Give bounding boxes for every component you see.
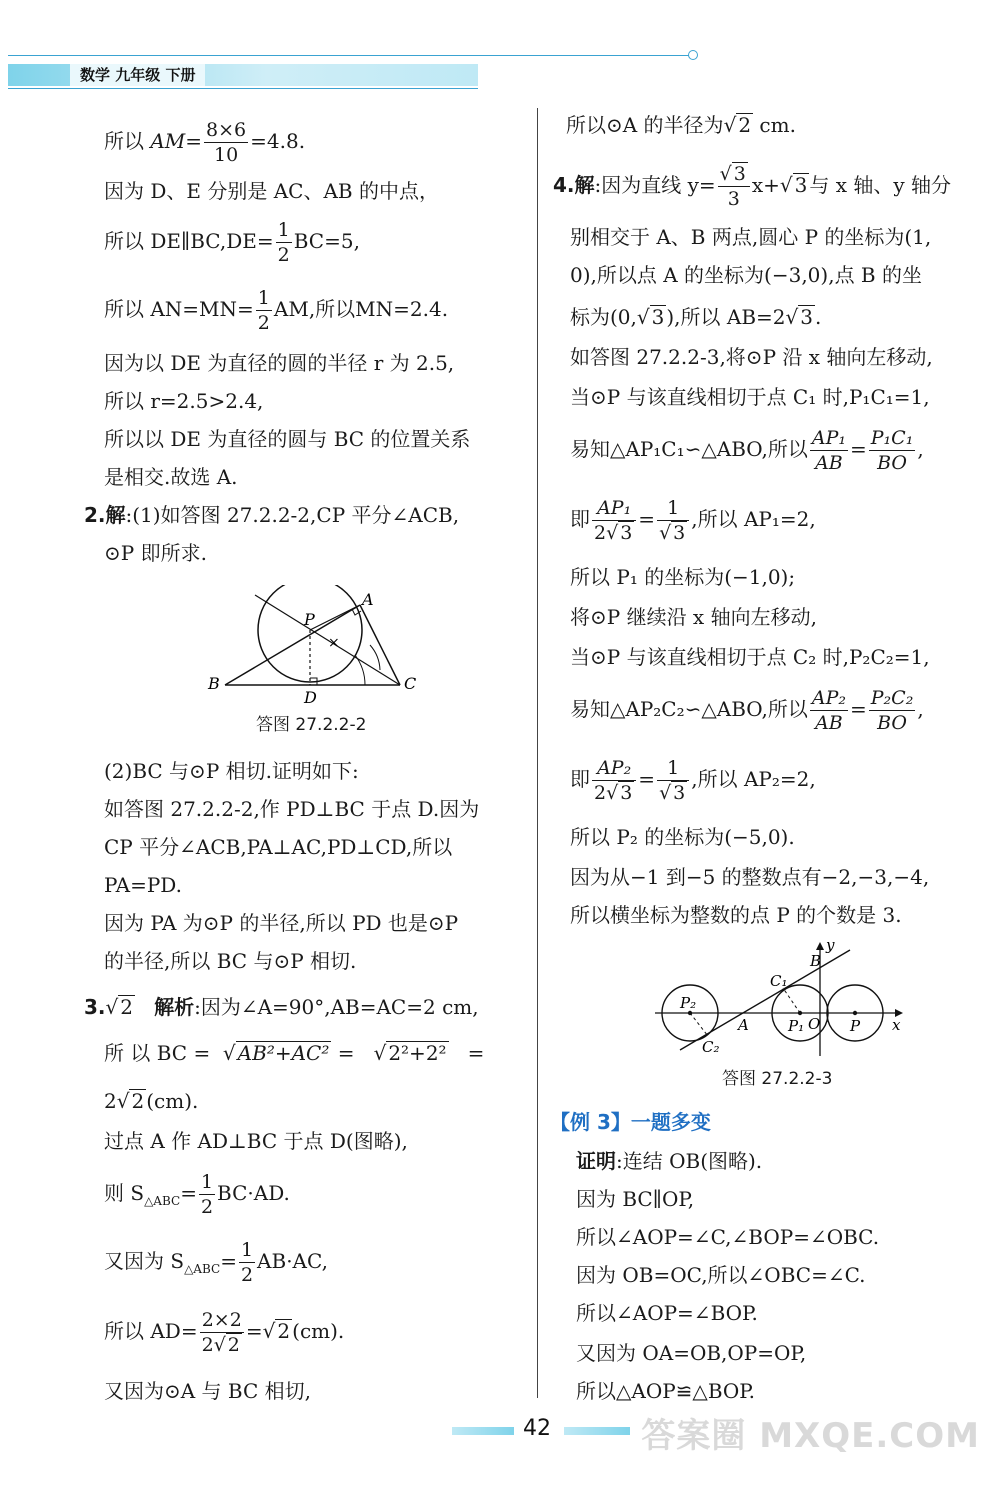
text: 所以⊙A 的半径为 (566, 113, 724, 137)
q2-line-2: ⊙P 即所求. (104, 541, 207, 565)
text: ),所以 AB=2 (666, 305, 786, 329)
q3-line-7 (104, 1308, 344, 1357)
sqrt-radicand: 3 (794, 173, 808, 197)
fraction (810, 686, 848, 735)
text: 所以 (104, 129, 151, 153)
figure-caption-1: 答图 27.2.2-2 (256, 715, 367, 735)
p2-line-4: PA=PD. (104, 873, 182, 897)
text: AM (150, 129, 186, 153)
text: 即 (570, 507, 590, 531)
text: ,所以 AP₁=2, (691, 507, 816, 531)
p2-line-1: (2)BC 与⊙P 相切.证明如下: (104, 759, 359, 783)
p2-line-6: 的半径,所以 BC 与⊙P 相切. (104, 949, 357, 973)
header-title: 数学 九年级 下册 (70, 64, 205, 86)
watermark: 答案圈 MXQE.COM (641, 1416, 980, 1456)
sqrt-sign: √ (606, 782, 619, 804)
label-c: C (404, 674, 417, 693)
fraction (810, 426, 848, 475)
right-line-3: 别相交于 A、B 两点,圆心 P 的坐标为(1, (570, 225, 932, 249)
sqrt-sign: √ (373, 1041, 387, 1065)
left-line-6: 所以 r=2.5>2.4, (104, 389, 264, 413)
text: =4.8. (250, 129, 306, 153)
label-o: O (808, 1015, 821, 1033)
text: (cm). (146, 1089, 199, 1113)
label-c2: C₂ (702, 1038, 720, 1056)
subscript: △ABC (184, 1262, 221, 1276)
q3-line-3 (104, 1088, 198, 1114)
segment-p1c1 (783, 988, 800, 1013)
figure-27-2-2-3 (650, 938, 910, 1058)
fraction (256, 286, 272, 335)
text: 与 x 轴、y 轴分 (809, 173, 952, 197)
text: = (467, 1041, 485, 1065)
denominator: 2 (257, 312, 270, 334)
text: :(1)如答图 27.2.2-2,CP 平分∠ACB, (125, 503, 460, 527)
fraction (657, 496, 689, 545)
text: = (245, 1319, 263, 1343)
p2-line-3: CP 平分∠ACB,PA⊥AC,PD⊥CD,所以 (104, 835, 453, 859)
question-number: 4. (553, 173, 575, 197)
point-p1 (798, 1011, 802, 1015)
text: = (849, 697, 867, 721)
sqrt-radicand: 2 (738, 113, 752, 137)
text: :因为∠A=90°,AB=AC=2 cm, (194, 995, 479, 1019)
sqrt-radicand: 3 (620, 522, 633, 544)
sqrt-sign: √ (262, 1319, 276, 1343)
sqrt-radicand: 3 (651, 305, 665, 329)
proof-line-7: 所以△AOP≌△BOP. (576, 1379, 756, 1403)
q3-line-5 (104, 1170, 290, 1219)
numerator: 1 (277, 219, 290, 241)
sqrt-sign: √ (723, 113, 737, 137)
denominator (657, 521, 689, 545)
figure-27-2-2-2 (200, 585, 430, 705)
left-line-8: 是相交.故选 A. (104, 465, 238, 489)
label-c1: C₁ (770, 972, 788, 990)
fraction (204, 118, 248, 167)
header-rule-dot (688, 50, 698, 60)
segment-p2c2 (690, 1013, 708, 1036)
label-x: x (892, 1016, 901, 1034)
label-p1: P₁ (788, 1017, 805, 1035)
proof-line-3: 所以∠AOP=∠C,∠BOP=∠OBC. (576, 1225, 880, 1249)
fraction (276, 218, 292, 267)
p2-line-2: 如答图 27.2.2-2,作 PD⊥BC 于点 D.因为 (104, 797, 480, 821)
arc-mark-2 (370, 645, 380, 670)
solution-label: 解 (105, 503, 126, 527)
text: 2 (104, 1089, 117, 1113)
header-bottom-rule (8, 88, 478, 89)
right-line-12: 当⊙P 与该直线相切于点 C₂ 时,P₂C₂=1, (570, 645, 930, 669)
denominator: 2 (277, 244, 290, 266)
text: 即 (570, 767, 590, 791)
right-line-14 (570, 756, 816, 805)
sqrt-sign: √ (659, 522, 672, 544)
numerator: AP₂ (592, 756, 636, 781)
y-axis-arrow (816, 942, 824, 950)
right-line-11: 将⊙P 继续沿 x 轴向左移动, (570, 605, 817, 629)
proof-line-5: 所以∠AOP=∠BOP. (576, 1301, 758, 1325)
denominator (592, 521, 636, 545)
text: = (220, 1249, 237, 1273)
proof-line-2: 因为 BC∥OP, (576, 1187, 695, 1211)
text: 所以 DE∥BC,DE= (104, 229, 274, 253)
sqrt-sign: √ (222, 1041, 236, 1065)
numerator: 1 (240, 1239, 254, 1261)
numerator: 2×2 (200, 1308, 244, 1333)
sqrt-sign: √ (116, 1089, 130, 1113)
label-b: B (810, 952, 822, 970)
page-number: 42 (523, 1416, 551, 1441)
fraction (657, 756, 689, 805)
denominator (200, 1333, 244, 1357)
sqrt-radicand: 2 (227, 1334, 240, 1356)
sqrt-radicand: 3 (800, 305, 813, 329)
text: . (815, 305, 822, 329)
text: 所以 AD= (104, 1319, 198, 1343)
sqrt-sign: √ (606, 522, 619, 544)
text: = (849, 437, 867, 461)
proof-label: 证明 (576, 1149, 616, 1173)
text: , (917, 437, 924, 461)
right-line-16: 因为从−1 到−5 的整数点有−2,−3,−4, (570, 865, 930, 889)
denominator: AB (815, 712, 843, 734)
fraction (592, 756, 636, 805)
text: 又因为 S (104, 1249, 185, 1273)
numerator: 8×6 (206, 119, 247, 141)
header-top-rule (8, 55, 690, 56)
sqrt-radicand: 2 (131, 1089, 145, 1113)
text: 所 以 BC = (104, 1041, 211, 1065)
text: BC·AD. (217, 1181, 290, 1205)
q2-line-1 (84, 502, 459, 528)
sqrt-radicand: 2 (277, 1319, 291, 1343)
figure-caption-2: 答图 27.2.2-3 (722, 1069, 833, 1089)
q3-line-2 (104, 1040, 484, 1066)
right-line-9 (570, 496, 816, 545)
text: AM,所以MN=2.4. (273, 297, 449, 321)
text: = (185, 129, 203, 153)
fraction (718, 162, 750, 211)
q3-line-4: 过点 A 作 AD⊥BC 于点 D(图略), (104, 1129, 408, 1153)
q4-line-1 (553, 162, 951, 211)
p2-line-5: 因为 PA 为⊙P 的半径,所以 PD 也是⊙P (104, 911, 459, 935)
right-line-5 (570, 304, 821, 330)
text: 易知△AP₁C₁∽△ABO,所以 (570, 437, 808, 461)
text: 2 (201, 1334, 214, 1356)
sqrt-radicand: 3 (673, 522, 686, 544)
label-a: A (362, 590, 374, 609)
left-line-1 (104, 118, 305, 167)
proof-line-6: 又因为 OA=OB,OP=OP, (576, 1341, 807, 1365)
numerator: 1 (257, 287, 270, 309)
numerator: P₂C₂ (870, 687, 914, 709)
label-p: P (850, 1017, 861, 1035)
left-line-2: 因为 D、E 分别是 AC、AB 的中点， (104, 179, 439, 203)
denominator (657, 781, 689, 805)
text: cm. (753, 113, 796, 137)
right-line-13 (570, 686, 924, 735)
denominator: 2 (200, 1196, 214, 1218)
label-p: P (304, 610, 315, 629)
sqrt-radicand: 3 (673, 782, 686, 804)
denominator: BO (877, 452, 907, 474)
numerator: AP₁ (592, 496, 636, 521)
solution-label: 解 (574, 173, 595, 197)
text: 2 (594, 782, 607, 804)
example-heading: 【例 3】一题多变 (550, 1110, 711, 1134)
analysis-label: 解析 (154, 995, 195, 1019)
text: 则 S (104, 1181, 145, 1205)
denominator (592, 781, 636, 805)
numerator: 1 (657, 496, 689, 521)
sqrt-radicand: 3 (620, 782, 633, 804)
q3-line-8: 又因为⊙A 与 BC 相切, (104, 1379, 312, 1403)
sqrt-radicand: 2²+2² (388, 1041, 447, 1065)
fraction (869, 686, 916, 735)
question-number: 2. (84, 503, 106, 527)
numerator: 1 (657, 756, 689, 781)
fraction (592, 496, 636, 545)
left-line-3 (104, 218, 360, 267)
left-line-5: 因为以 DE 为直径的圆的半径 r 为 2.5, (104, 351, 455, 375)
cross-mark: × (328, 635, 340, 651)
numerator: AP₂ (811, 687, 846, 709)
sqrt-sign: √ (719, 163, 732, 185)
segment-pa (310, 606, 358, 630)
text: :因为直线 y= (594, 173, 716, 197)
text: 易知△AP₂C₂∽△ABO,所以 (570, 697, 808, 721)
right-line-1 (566, 112, 796, 138)
sqrt-radicand: 2 (120, 995, 133, 1019)
right-line-10: 所以 P₁ 的坐标为(−1,0); (570, 565, 796, 589)
text: = (331, 1041, 361, 1065)
left-line-7: 所以以 DE 为直径的圆与 BC 的位置关系 (104, 427, 471, 451)
text: :连结 OB(图略). (616, 1149, 763, 1173)
text: BC=5, (293, 229, 360, 253)
right-line-15: 所以 P₂ 的坐标为(−5,0). (570, 825, 795, 849)
text: x+ (751, 173, 780, 197)
text: 2 (594, 522, 607, 544)
numerator: P₁C₁ (870, 427, 914, 449)
right-line-7: 当⊙P 与该直线相切于点 C₁ 时,P₁C₁=1, (570, 385, 930, 409)
question-number: 3. (84, 995, 106, 1019)
numerator: AP₁ (811, 427, 846, 449)
sqrt-sign: √ (659, 782, 672, 804)
denominator: 2 (240, 1264, 254, 1286)
right-line-4: 0),所以点 A 的坐标为(−3,0),点 B 的坐 (570, 263, 922, 287)
point-p (853, 1011, 857, 1015)
proof-line-4: 因为 OB=OC,所以∠OBC=∠C. (576, 1263, 866, 1287)
text: 所以 AN=MN= (104, 297, 254, 321)
fraction (239, 1238, 255, 1287)
q3-line-6 (104, 1238, 328, 1287)
denominator: 3 (727, 188, 740, 210)
text: = (638, 767, 656, 791)
label-y: y (826, 938, 835, 954)
text: = (180, 1181, 197, 1205)
label-b: B (208, 674, 220, 693)
left-line-4 (104, 286, 448, 335)
fraction (199, 1170, 215, 1219)
text: 标为(0, (570, 305, 637, 329)
page-number-deco-right (564, 1427, 630, 1435)
denominator: BO (877, 712, 907, 734)
fraction (869, 426, 916, 475)
sqrt-sign: √ (105, 995, 119, 1019)
sqrt-radicand: 3 (733, 163, 746, 185)
sqrt-radicand: AB²+AC² (237, 1041, 330, 1065)
right-line-17: 所以横坐标为整数的点 P 的个数是 3. (570, 903, 902, 927)
sqrt-sign: √ (779, 173, 793, 197)
text: = (638, 507, 656, 531)
page-number-deco-left (452, 1427, 514, 1435)
right-line-8 (570, 426, 924, 475)
text: ,所以 AP₂=2, (691, 767, 816, 791)
sqrt-sign: √ (636, 305, 650, 329)
subscript: △ABC (144, 1194, 181, 1208)
sqrt-sign: √ (213, 1334, 226, 1356)
label-d: D (304, 688, 317, 705)
right-line-6: 如答图 27.2.2-3,将⊙P 沿 x 轴向左移动, (570, 345, 933, 369)
proof-line-1 (576, 1148, 762, 1174)
label-p2: P₂ (680, 994, 697, 1012)
text: , (917, 697, 924, 721)
column-divider (537, 108, 538, 1398)
q3-line-1 (84, 994, 479, 1020)
text: (cm). (292, 1319, 345, 1343)
denominator: AB (815, 452, 843, 474)
label-a: A (738, 1016, 749, 1034)
sqrt-sign: √ (785, 305, 799, 329)
fraction (200, 1308, 244, 1357)
text: AB·AC, (257, 1249, 328, 1273)
numerator (718, 162, 750, 187)
denominator: 10 (214, 144, 239, 166)
numerator: 1 (200, 1171, 214, 1193)
